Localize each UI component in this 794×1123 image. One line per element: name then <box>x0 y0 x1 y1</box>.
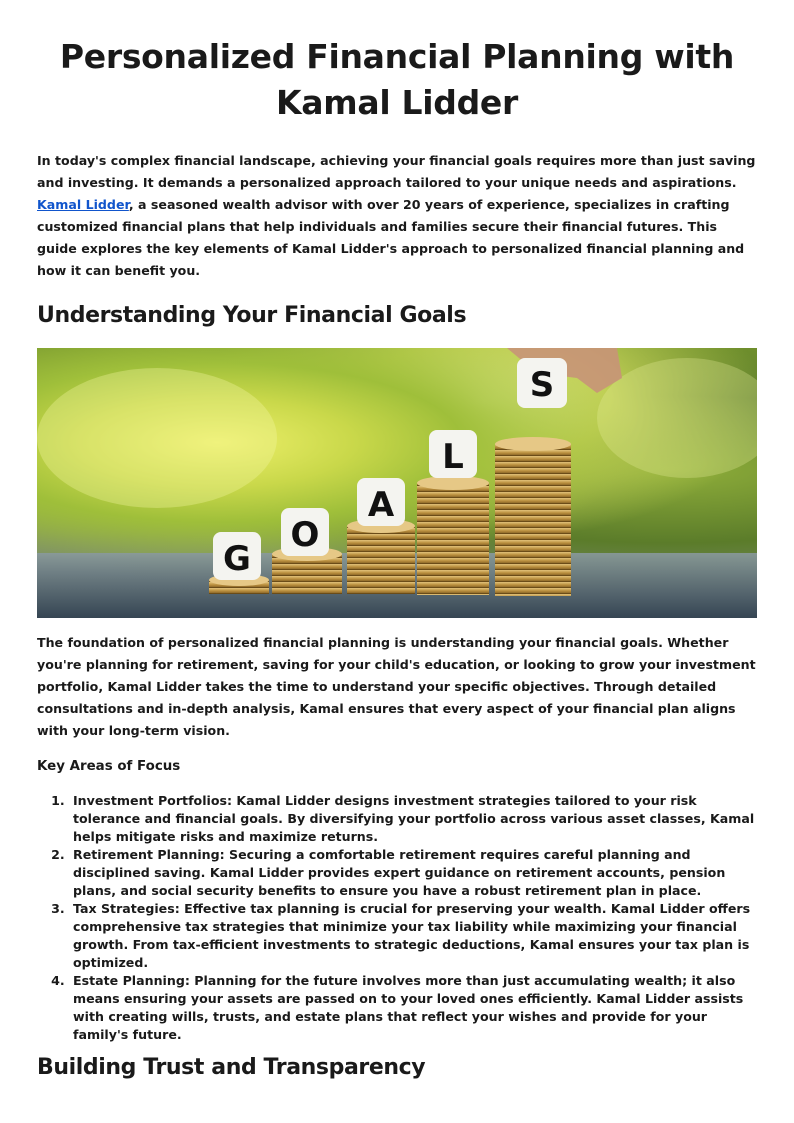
section-heading-trust: Building Trust and Transparency <box>37 1055 426 1080</box>
list-item-tax-strategies: 3. Tax Strategies: Effective tax planning is crucial for preserving your wealth. Kamal Lidder offers comprehensive tax strategies that minimize your tax liability while maximizing your financial growth. From tax-efficient investments to strategic deductions, Kamal ensures your tax plan is optimized. <box>69 900 757 972</box>
list-item-retirement-planning: 2. Retirement Planning: Securing a comfortable retirement requires careful planning and disciplined saving. Kamal Lidder provides expert guidance on retirement accounts, pension plans, and social security benefits to ensure you have a robust retirement plan in place. <box>69 846 757 900</box>
section-heading-financial-goals: Understanding Your Financial Goals <box>37 303 467 328</box>
goals-coins-image <box>37 348 757 618</box>
die-letter-o: O <box>290 515 320 555</box>
intro-text-end: , a seasoned wealth advisor with over 20 years of experience, specializes in crafting customized financial plans that help individuals and families secure their financial futures. This guide explores the key elements of Kamal Lidder's approach to personalized financial planning and how it can benefit you. <box>37 197 745 278</box>
focus-areas-list <box>37 792 757 1044</box>
list-item-estate-planning: 4. Estate Planning: Planning for the future involves more than just accumulating wealth; it also means ensuring your assets are passed on to your loved ones efficiently. Kamal Lidder assists with creating wills, trusts, and estate plans that reflect your wishes and provide for your family's future. <box>69 972 757 1044</box>
intro-paragraph <box>37 150 757 282</box>
page-title: Personalized Financial Planning with Kamal Lidder <box>59 37 735 122</box>
kamal-lidder-link[interactable]: Kamal Lidder <box>37 197 129 212</box>
goals-paragraph: The foundation of personalized financial planning is understanding your financial goals. Whether you're planning for retirement, saving for your child's education, or looking to grow your investment portfolio, Kamal Lidder takes the time to understand your specific objectives. Through detailed consultations and in-depth analysis, Kamal ensures that every aspect of your financial plan aligns with your long-term vision. <box>37 635 756 738</box>
intro-text-start: In today's complex financial landscape, achieving your financial goals requires more than just saving and investing. It demands a personalized approach tailored to your unique needs and aspirations. <box>37 153 756 190</box>
key-areas-subheading: Key Areas of Focus <box>37 759 181 774</box>
die-letter-g: G <box>223 539 251 579</box>
die-letter-a: A <box>367 485 395 525</box>
die-letter-s: S <box>529 365 555 405</box>
die-letter-l: L <box>442 437 464 477</box>
document-page <box>37 0 757 1082</box>
list-item-investment-portfolios: 1. Investment Portfolios: Kamal Lidder designs investment strategies tailored to your risk tolerance and financial goals. By diversifying your portfolio across various asset classes, Kamal helps mitigate risks and maximize returns. <box>69 792 757 846</box>
